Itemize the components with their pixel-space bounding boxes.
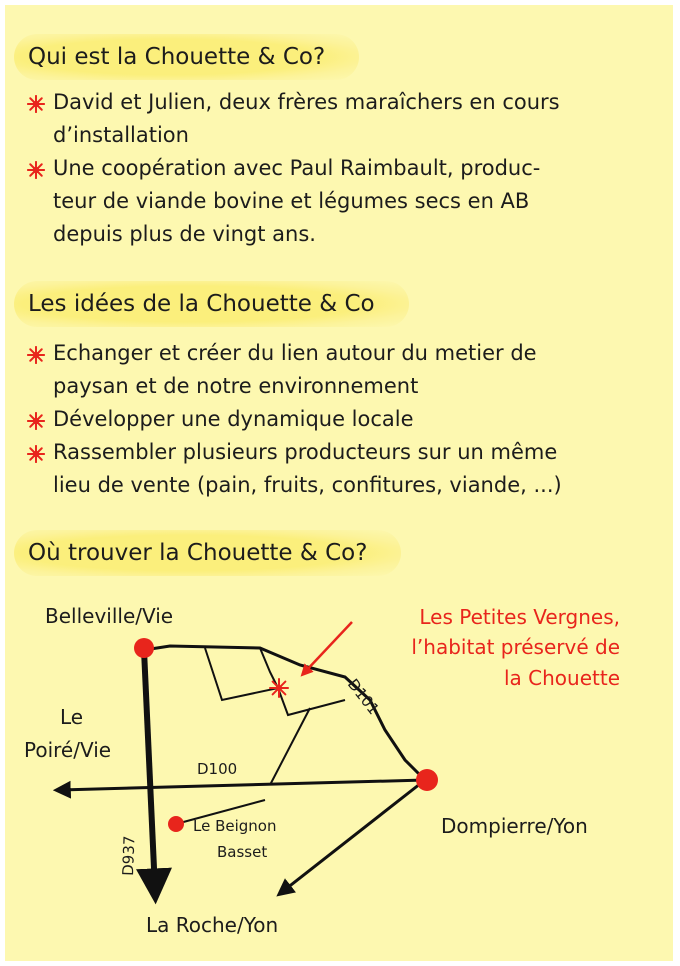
- farm-label-line2: l’habitat préservé de: [411, 635, 620, 659]
- red-star-icon: [27, 95, 45, 113]
- road-d937: [144, 650, 155, 890]
- bullet-line: lieu de vente (pain, fruits, confitures, viande, ...): [53, 473, 562, 497]
- farm-label-line1: Les Petites Vergnes,: [419, 605, 620, 629]
- red-star-icon: [27, 412, 45, 430]
- road-dompierre-laroche: [282, 780, 425, 892]
- road-d100: [60, 780, 425, 790]
- bullet-line: d’installation: [53, 123, 189, 147]
- place-label-poire-line1: Le: [60, 705, 84, 729]
- bullet-item: [27, 403, 637, 436]
- red-dot-icon: [416, 769, 438, 791]
- red-dot-icon: [134, 638, 154, 658]
- red-star-icon: [27, 161, 45, 179]
- bullet-item: [27, 152, 637, 251]
- bullet-item: [27, 86, 637, 152]
- bullet-line: depuis plus de vingt ans.: [53, 222, 316, 246]
- place-label-laroche: La Roche/Yon: [146, 913, 279, 937]
- section-heading-ou: Où trouver la Chouette & Co?: [14, 530, 401, 576]
- road-d101: [144, 646, 425, 780]
- road-label-d937: D937: [119, 835, 139, 877]
- red-dot-icon: [168, 816, 184, 832]
- bullet-line: paysan et de notre environnement: [53, 374, 419, 398]
- section-heading-idees: Les idées de la Chouette & Co: [14, 281, 409, 327]
- bullet-item: [27, 337, 637, 403]
- bullet-line: Développer une dynamique locale: [53, 407, 414, 431]
- bullet-line: teur de viande bovine et légumes secs en AB: [53, 189, 530, 213]
- bullet-line: David et Julien, deux frères maraîchers en cours: [53, 90, 560, 114]
- bullet-list-idees: [27, 337, 637, 502]
- bullet-list-qui: [27, 86, 637, 251]
- place-label-beignon-line1: Le Beignon: [193, 817, 277, 835]
- access-map: [0, 590, 680, 966]
- section-heading-qui: Qui est la Chouette & Co?: [14, 34, 359, 80]
- place-label-beignon-line2: Basset: [217, 843, 268, 861]
- place-label-poire-line2: Poiré/Vie: [24, 738, 112, 762]
- red-star-icon: [27, 346, 45, 364]
- red-star-icon: [270, 679, 288, 697]
- road-label-d100: D100: [197, 760, 238, 778]
- road-label-d101: D101: [343, 675, 383, 719]
- place-label-dompierre: Dompierre/Yon: [441, 814, 588, 838]
- red-star-icon: [27, 445, 45, 463]
- local-road-south: [270, 708, 310, 785]
- farm-pointer-arrow: [304, 622, 352, 673]
- farm-label-line3: la Chouette: [503, 666, 620, 690]
- place-label-belleville: Belleville/Vie: [45, 604, 174, 628]
- bullet-line: Une coopération avec Paul Raimbault, produc-: [53, 156, 541, 180]
- bullet-line: Echanger et créer du lien autour du metier de: [53, 341, 537, 365]
- bullet-item: [27, 436, 637, 502]
- bullet-line: Rassembler plusieurs producteurs sur un même: [53, 440, 558, 464]
